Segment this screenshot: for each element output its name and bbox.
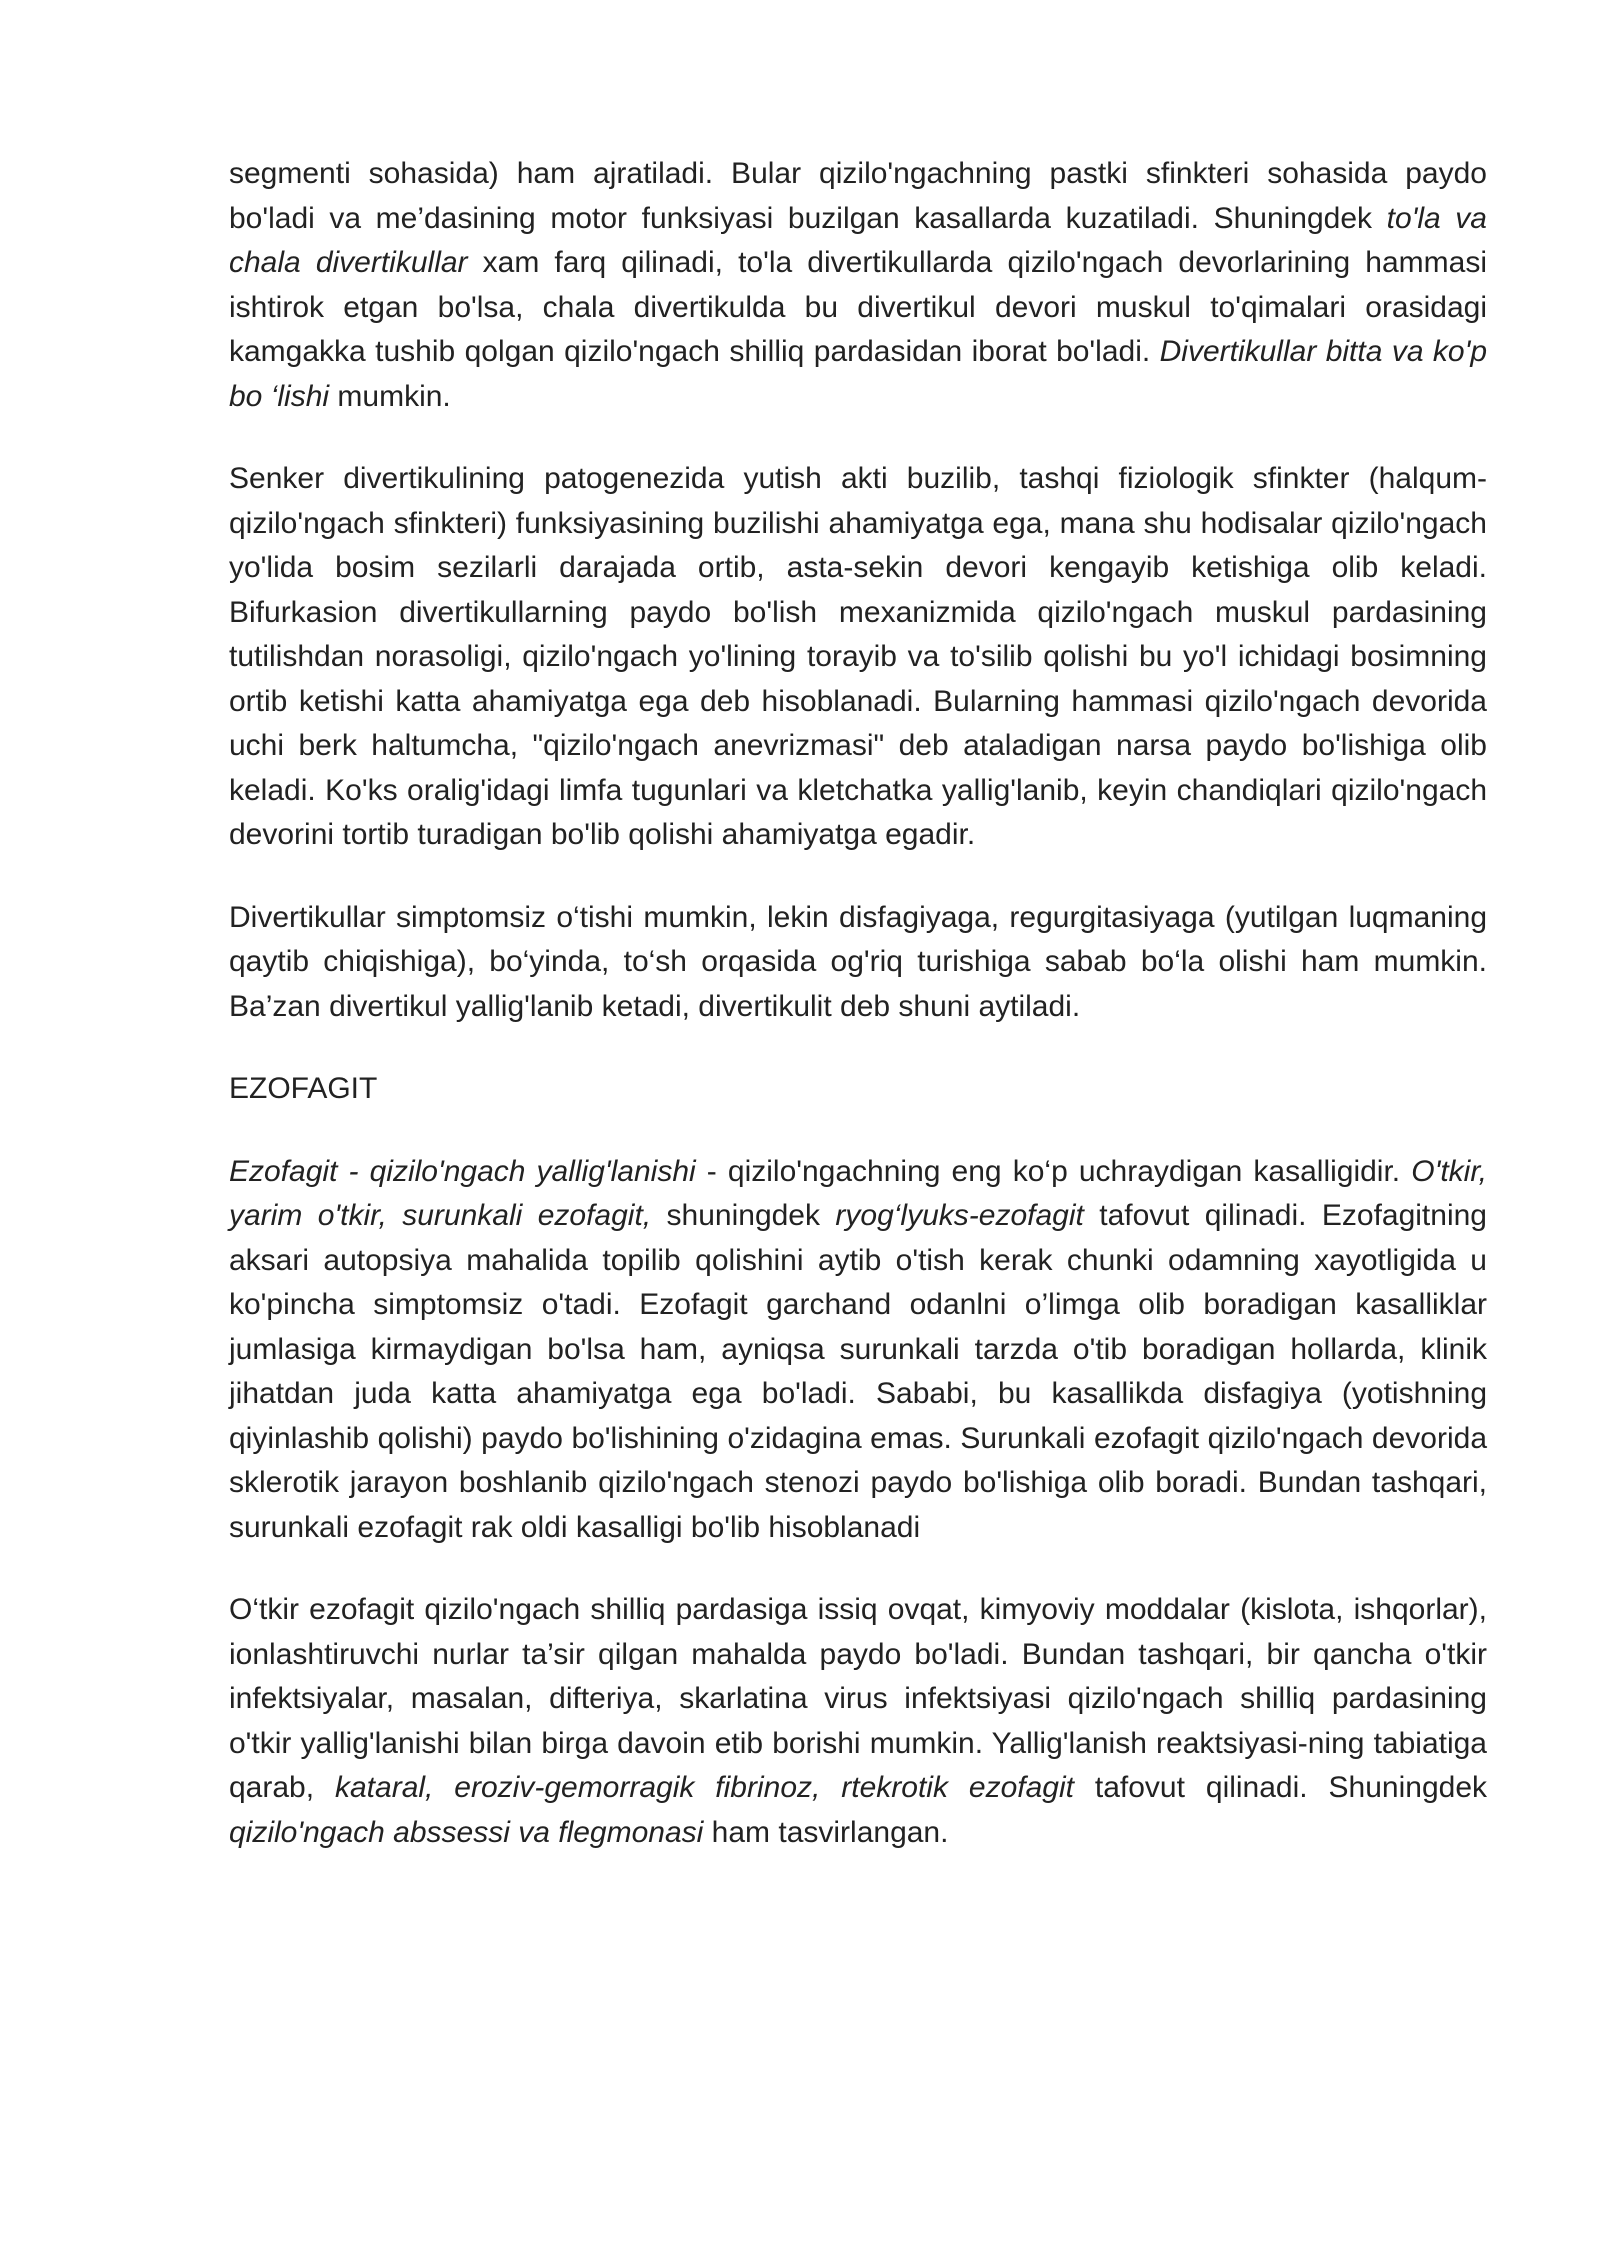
italic-term: qizilo'ngach abssessi va flegmonasi — [229, 1815, 704, 1849]
text-segment: shuningdek — [651, 1199, 836, 1232]
paragraph-5 — [229, 1588, 1487, 1855]
section-heading: EZOFAGIT — [229, 1072, 378, 1105]
text-segment: xam farq qilinadi, to'la divertikullarda qizilo'ngach devorlarining hammasi ishtirok etgan bo'lsa, chala divertikulda bu divertikul devori muskul to'qimalari orasidagi kamgakka tushib qolgan qizilo'ngach shilliq pardasidan iborat bo'ladi. — [229, 246, 1487, 368]
text-segment: Senker divertikulining patogenezida yutish akti buzilib, tashqi fiziologik sfinkter (halqum-qizilo'ngach sfinkteri) funksiyasining buzilishi ahamiyatga ega, mana shu hodisalar qizilo'ngach yo'lida bosim sezilarli darajada ortib, asta-sekin devori kengayib ketishiga olib keladi. Bifurkasion divertikullarning paydo bo'lish mexanizmida qizilo'ngach muskul pardasining tutilishdan norasoligi, qizilo'ngach yo'lining torayib va to'silib qolishi bu yo'l ichidagi bosimning ortib ketishi katta ahamiyatga ega deb hisoblanadi. Bularning hammasi qizilo'ngach devorida uchi berk haltumcha, "qizilo'ngach anevrizmasi" deb ataladigan narsa paydo bo'lishiga olib keladi. Ko'ks oralig'idagi limfa tugunlari va kletchatka yallig'lanib, keyin chandiqlari qizilo'ngach devorini tortib turadigan bo'lib qolishi ahamiyatga egadir. — [229, 462, 1487, 851]
text-segment: O‘tkir ezofagit qizilo'ngach shilliq pardasiga issiq ovqat, kimyoviy moddalar (kislota, ishqorlar), ionlashtiruvchi nurlar ta’sir qilgan mahalda paydo bo'ladi. Bundan tashqari, bir qancha o'tkir infektsiyalar, masalan, difteriya, skarlatina virus infektsiyasi qizilo'ngach shilliq pardasining o'tkir yallig'lanishi bilan birga davoin etib borishi mumkin. Yallig'lanish reaktsiyasi-ning tabiatiga qarab, — [229, 1593, 1487, 1804]
text-segment: - qizilo'ngachning eng ko‘p uchraydigan kasalligidir. — [695, 1154, 1412, 1188]
paragraph-4 — [229, 1150, 1487, 1551]
italic-term: kataral, eroziv-gemorragik fibrinoz, rtekrotik ezofagit — [335, 1771, 1074, 1804]
italic-term: Ezofagit - qizilo'ngach yallig'lanishi — [229, 1154, 696, 1188]
text-segment: Divertikullar simptomsiz o‘tishi mumkin, lekin disfagiyaga, regurgitasiyaga (yutilgan luqmaning qaytib chiqishiga), bo‘yinda, to‘sh orqasida og'riq turishiga sabab bo‘la olishi ham mumkin. Ba’zan divertikul yallig'lanib ketadi, divertikulit deb shuni aytiladi. — [229, 900, 1487, 1023]
text-segment: tafovut qilinadi. Ezofagitning aksari autopsiya mahalida topilib qolishini aytib o'tish kerak chunki odamning xayotligida u ko'pincha simptomsiz o'tadi. Ezofagit garchand odanlni o’limga olib boradigan kasalliklar jumlasiga kirmaydigan bo'lsa ham, ayniqsa surunkali tarzda o'tib boradigan hollarda, klinik jihatdan juda katta ahamiyatga ega bo'ladi. Sababi, bu kasallikda disfagiya (yotishning qiyinlashib qolishi) paydo bo'lishining o'zidagina emas. Surunkali ezofagit qizilo'ngach devorida sklerotik jarayon boshlanib qizilo'ngach stenozi paydo bo'lishiga olib boradi. Bundan tashqari, surunkali ezofagit rak oldi kasalligi bo'lib hisoblanadi — [229, 1199, 1487, 1544]
paragraph-1 — [229, 152, 1487, 419]
text-segment: segmenti sohasida) ham ajratiladi. Bular qizilo'ngachning pastki sfinkteri sohasida paydo bo'ladi va me’dasining motor funksiyasi buzilgan kasallarda kuzatiladi. Shuningdek — [229, 157, 1487, 235]
paragraph-2 — [229, 457, 1487, 858]
italic-term: to'la va chala divertikullar — [229, 201, 1487, 279]
italic-term: O'tkir, yarim o'tkir, surunkali ezofagit, — [229, 1154, 1487, 1232]
text-segment: ham tasvirlangan. — [703, 1815, 949, 1849]
paragraph-3 — [229, 896, 1487, 1030]
text-segment: tafovut qilinadi. Shuningdek — [1073, 1771, 1488, 1804]
italic-term: Divertikullar bitta va ko'p bo ‘lishi — [229, 335, 1488, 413]
italic-term: ryog‘lyuks-ezofagit — [835, 1199, 1084, 1232]
document-page — [229, 152, 1487, 1893]
text-segment: mumkin. — [329, 379, 451, 413]
